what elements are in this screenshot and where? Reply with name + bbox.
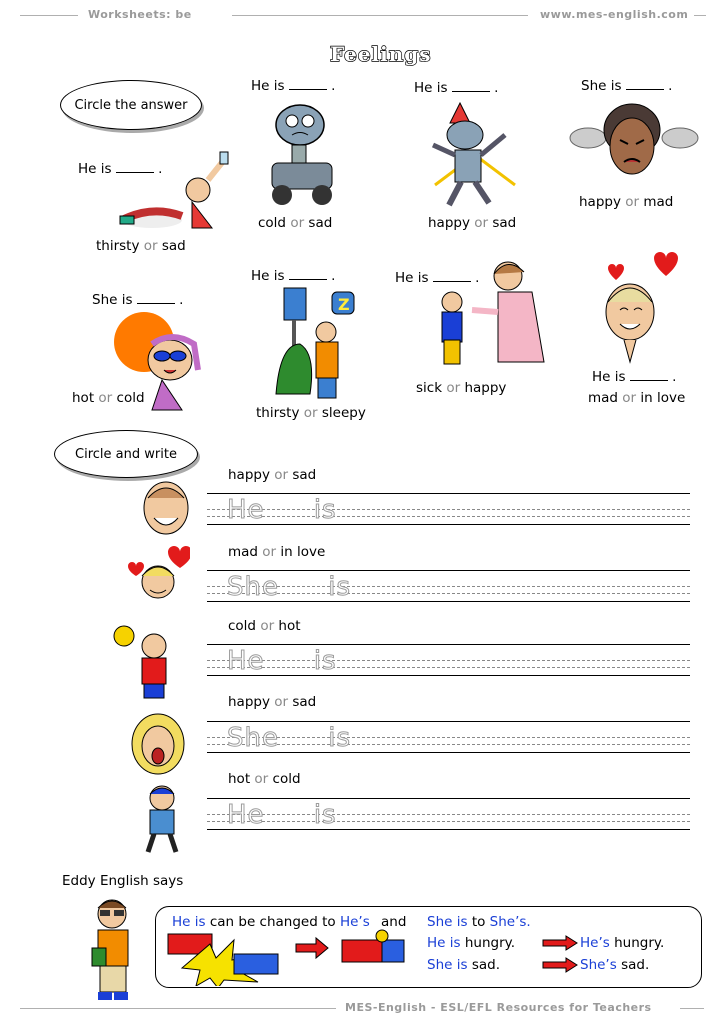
write-choice-1[interactable]: happy or sad xyxy=(228,467,317,483)
choice-1[interactable]: thirsty or sad xyxy=(96,238,186,254)
header-rule-middle xyxy=(232,15,528,16)
in-love-girl-face-icon xyxy=(124,546,190,606)
header-rule-right xyxy=(694,15,706,16)
footer-rule xyxy=(20,1008,336,1009)
prompt-5: She is . xyxy=(92,292,184,308)
arrow-right-icon xyxy=(542,957,578,973)
write-choice-5[interactable]: hot or cold xyxy=(228,771,301,787)
prompt-6: He is . xyxy=(251,268,336,284)
svg-text:Z: Z xyxy=(338,295,350,314)
thirsty-boy-icon xyxy=(112,150,237,240)
choice-7[interactable]: sick or happy xyxy=(416,380,507,396)
eddy-heading: Eddy English says xyxy=(62,873,184,889)
happy-man-face-icon xyxy=(140,476,192,538)
page-title: Feelings xyxy=(330,42,432,66)
header-rule-left xyxy=(20,15,78,16)
sad-girl-face-icon xyxy=(128,708,188,778)
trace-text-3: He is xyxy=(227,646,337,676)
in-love-man-icon xyxy=(600,250,680,365)
sick-boy-icon xyxy=(432,252,552,372)
eddy-example-1-short: He’s hungry. xyxy=(580,935,665,951)
instruction-circle-the-answer xyxy=(60,80,202,130)
contraction-diagram xyxy=(166,926,411,986)
eddy-example-2-short: She’s sad. xyxy=(580,957,650,973)
eddy-rule-line: He is can be changed to He’s xyxy=(172,914,370,930)
choice-8[interactable]: mad or in love xyxy=(588,390,686,406)
website-url: www.mes-english.com xyxy=(540,8,689,21)
eddy-rule-line-2: She is to She’s. xyxy=(427,914,531,930)
footer-credit: MES-English - ESL/EFL Resources for Teachers xyxy=(345,1001,652,1014)
prompt-3: He is . xyxy=(414,80,499,96)
prompt-8: He is . xyxy=(592,369,677,385)
instruction-text-2: Circle and write xyxy=(75,446,177,462)
worksheet-series-label: Worksheets: be xyxy=(88,8,192,21)
choice-4[interactable]: happy or mad xyxy=(579,194,674,210)
prompt-4: She is . xyxy=(581,78,673,94)
cold-boy-icon xyxy=(138,782,188,854)
sad-robot-icon xyxy=(262,95,347,210)
eddy-example-1-full: He is hungry. xyxy=(427,935,515,951)
prompt-7: He is . xyxy=(395,270,480,286)
prompt-1: He is . xyxy=(78,161,163,177)
choice-2[interactable]: cold or sad xyxy=(258,215,333,231)
choice-5[interactable]: hot or cold xyxy=(72,390,145,406)
trace-text-4: She is xyxy=(227,723,352,753)
mad-woman-icon xyxy=(566,96,701,191)
write-choice-3[interactable]: cold or hot xyxy=(228,618,301,634)
hot-man-icon xyxy=(112,622,180,702)
prompt-2: He is . xyxy=(251,78,336,94)
arrow-right-icon xyxy=(542,935,578,951)
choice-3[interactable]: happy or sad xyxy=(428,215,517,231)
trace-text-1: He is xyxy=(227,495,337,525)
footer-rule-right xyxy=(680,1008,704,1009)
eddy-example-2-full: She is sad. xyxy=(427,957,500,973)
choice-6[interactable]: thirsty or sleepy xyxy=(256,405,366,421)
sleepy-boy-icon xyxy=(270,284,365,404)
write-choice-2[interactable]: mad or in love xyxy=(228,544,326,560)
write-choice-4[interactable]: happy or sad xyxy=(228,694,317,710)
trace-text-2: She is xyxy=(227,572,352,602)
instruction-text: Circle the answer xyxy=(74,97,188,113)
trace-text-5: He is xyxy=(227,800,337,830)
instruction-circle-and-write xyxy=(54,430,198,478)
eddy-english-icon xyxy=(84,892,146,1004)
happy-robot-icon xyxy=(425,95,525,215)
eddy-and: and xyxy=(381,914,407,930)
